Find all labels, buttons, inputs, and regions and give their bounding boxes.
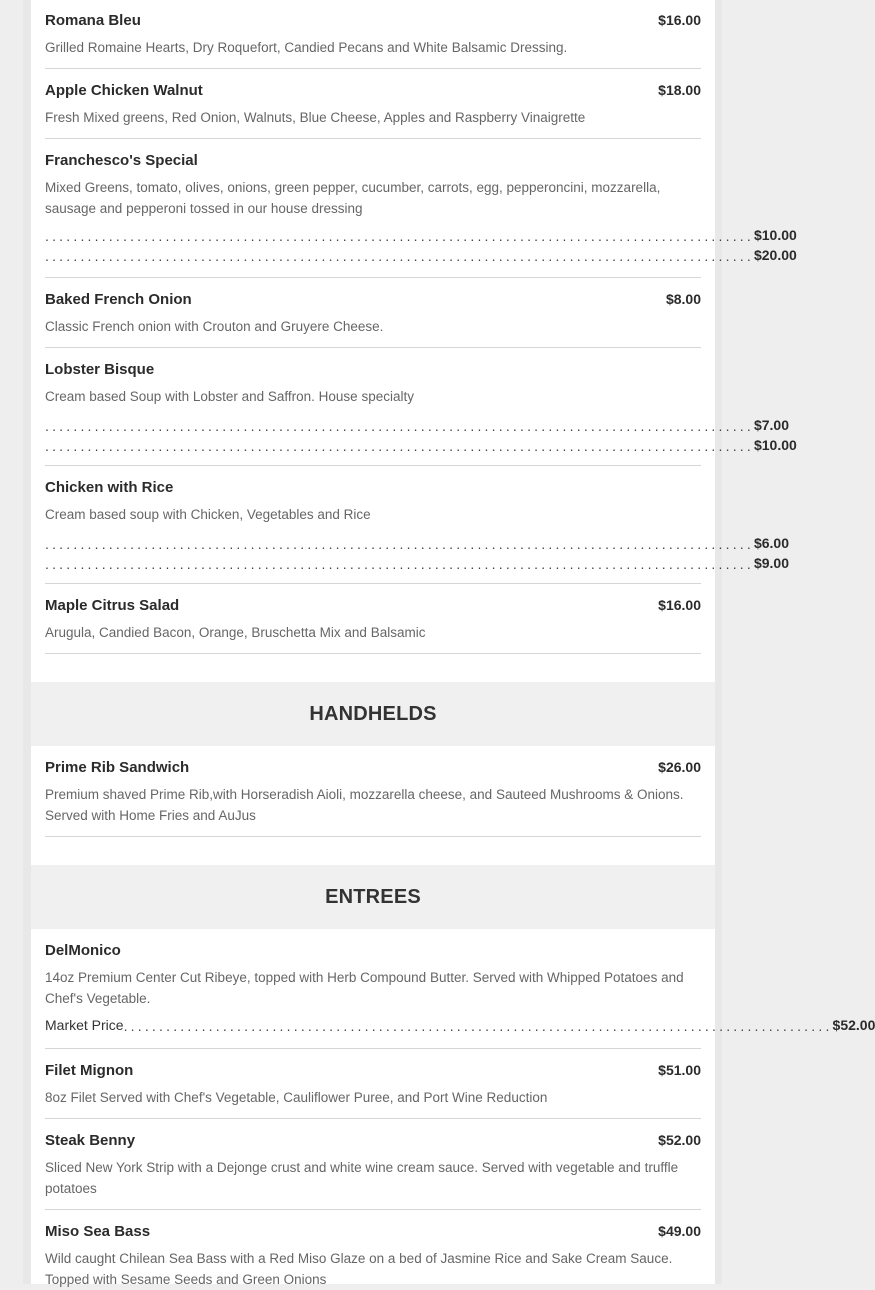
item-description: Cream based soup with Chicken, Vegetables and Rice — [45, 507, 371, 522]
section-title: HANDHELDS — [309, 702, 437, 725]
divider — [45, 465, 701, 466]
menu-item-maple-citrus-salad — [45, 597, 701, 643]
price-option — [45, 433, 797, 454]
menu-item-steak-benny — [45, 1132, 701, 1199]
dot-leader: .................................................................................................... — [45, 248, 754, 264]
divider — [45, 1118, 701, 1119]
item-description: Mixed Greens, tomato, olives, onions, green pepper, cucumber, carrots, egg, pepperoncini, mozzarella, sausage and pepperoni tossed in our house dressing — [45, 180, 661, 216]
dot-leader: .................................................................................................... — [45, 536, 754, 552]
dot-leader: .................................................................................................... — [45, 556, 754, 572]
dot-leader: .................................................................................................... — [45, 418, 754, 434]
item-price: $51.00 — [658, 1062, 701, 1078]
item-name: DelMonico — [45, 942, 121, 959]
section-title: ENTREES — [325, 885, 421, 908]
option-price: $9.00 — [753, 555, 790, 571]
item-name: Maple Citrus Salad — [45, 597, 180, 614]
item-description: Grilled Romaine Hearts, Dry Roquefort, Candied Pecans and White Balsamic Dressing. — [45, 40, 568, 55]
option-price: $10.00 — [753, 227, 797, 243]
item-description: Sliced New York Strip with a Dejonge crust and white wine cream sauce. Served with vegetable and truffle potatoes — [45, 1160, 679, 1196]
item-price: $16.00 — [658, 12, 701, 28]
item-description: Classic French onion with Crouton and Gruyere Cheese. — [45, 319, 384, 334]
menu-item-miso-sea-bass — [45, 1223, 701, 1290]
item-description: 8oz Filet Served with Chef's Vegetable, Cauliflower Puree, and Port Wine Reduction — [45, 1090, 548, 1105]
option-price: $10.00 — [753, 437, 797, 453]
item-price: $49.00 — [658, 1223, 701, 1239]
divider — [45, 347, 701, 348]
section-header-entrees — [31, 865, 715, 929]
menu-item-lobster-bisque — [45, 361, 797, 454]
menu-item-chicken-with-rice — [45, 479, 790, 572]
item-name: Apple Chicken Walnut — [45, 82, 203, 99]
price-option — [45, 1013, 875, 1034]
option-price: $20.00 — [753, 247, 797, 263]
dot-leader: .................................................................................................... — [45, 438, 754, 454]
menu-item-prime-rib-sandwich — [45, 759, 701, 826]
item-name: Filet Mignon — [45, 1062, 134, 1079]
item-name: Prime Rib Sandwich — [45, 759, 190, 776]
option-label: Market Price — [45, 1017, 124, 1033]
item-name: Lobster Bisque — [45, 361, 155, 378]
divider — [45, 1048, 701, 1049]
item-price: $8.00 — [665, 291, 701, 307]
option-price: $52.00 — [832, 1017, 875, 1033]
item-name: Chicken with Rice — [45, 479, 174, 496]
item-price: $18.00 — [658, 82, 701, 98]
item-price: $26.00 — [658, 759, 701, 775]
item-description: 14oz Premium Center Cut Ribeye, topped with Herb Compound Butter. Served with Whipped Potatoes and Chef's Vegetable. — [45, 970, 684, 1006]
item-description: Wild caught Chilean Sea Bass with a Red Miso Glaze on a bed of Jasmine Rice and Sake Cream Sauce. Topped with Sesame Seeds and Green Onions — [45, 1251, 673, 1287]
item-name: Steak Benny — [45, 1132, 136, 1149]
menu-item-franchescos-special — [45, 152, 797, 264]
menu-item-romana-bleu — [45, 12, 701, 58]
divider — [45, 583, 701, 584]
item-name: Miso Sea Bass — [45, 1223, 151, 1240]
dot-leader: .................................................................................................... — [123, 1018, 833, 1034]
price-option — [45, 243, 797, 264]
divider — [45, 1209, 701, 1210]
item-price: $52.00 — [658, 1132, 701, 1148]
divider — [45, 138, 701, 139]
price-option — [45, 551, 790, 572]
price-option — [45, 223, 797, 244]
item-description: Premium shaved Prime Rib,with Horseradish Aioli, mozzarella cheese, and Sauteed Mushrooms & Onions. Served with Home Fries and AuJus — [45, 787, 684, 823]
item-name: Franchesco's Special — [45, 152, 198, 169]
option-price: $7.00 — [753, 417, 790, 433]
item-description: Cream based Soup with Lobster and Saffron. House specialty — [45, 389, 414, 404]
menu-item-baked-french-onion — [45, 291, 701, 337]
menu-item-delmonico — [45, 942, 875, 1034]
menu-item-apple-chicken-walnut — [45, 82, 701, 128]
price-option — [45, 413, 790, 434]
divider — [45, 653, 701, 654]
item-description: Fresh Mixed greens, Red Onion, Walnuts, Blue Cheese, Apples and Raspberry Vinaigrette — [45, 110, 586, 125]
item-name: Romana Bleu — [45, 12, 141, 29]
divider — [45, 68, 701, 69]
section-header-handhelds — [31, 682, 715, 746]
divider — [45, 277, 701, 278]
option-price: $6.00 — [753, 535, 790, 551]
dot-leader: .................................................................................................... — [45, 228, 754, 244]
price-option — [45, 531, 790, 552]
divider — [45, 836, 701, 837]
item-description: Arugula, Candied Bacon, Orange, Bruschetta Mix and Balsamic — [45, 625, 426, 640]
menu-item-filet-mignon — [45, 1062, 701, 1108]
item-name: Baked French Onion — [45, 291, 192, 308]
item-price: $16.00 — [658, 597, 701, 613]
